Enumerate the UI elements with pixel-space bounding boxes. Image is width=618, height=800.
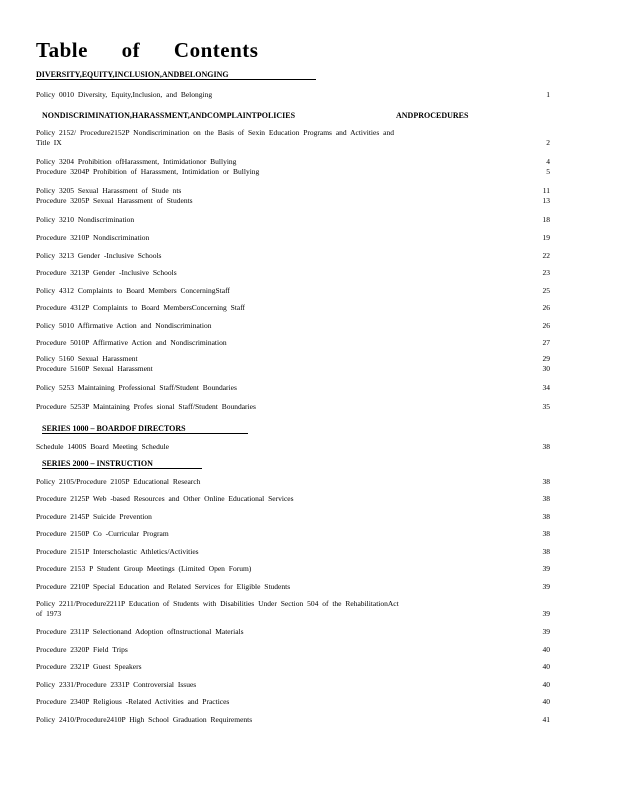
toc-entry[interactable]: Policy 2152/ Procedure2152P Nondiscrimination on the Basis of Sexin Education Programs and Activities and Title IX 2: [36, 128, 550, 147]
toc-entry[interactable]: Policy 2211/Procedure2211P Education of Students with Disabilities Under Section 504 of the RehabilitationAct of 1973 39: [36, 599, 550, 618]
document-page: Table of Contents DIVERSITY,EQUITY,INCLUSION,ANDBELONGING Policy 0010 Diversity, Equity,Inclusion, and Belonging 1 NONDISCRIMINATION,HARASSMENT,ANDCOMPLAINTPOLICIES ANDPROCEDURES Policy 2152/ Procedure2152P Nondiscrimination on the Basis of Sexin Education Programs and Activities and Title IX 2 Policy 3204 Prohibition ofHarassment, Intimidationor Bullying 4 Procedure 3204P Prohibition of Harassment, Intimidation or Bullying 5 Policy 3205 Sexual Harassment of Stude nts 11 Procedure 3205P Sexual Harassment of Students 13 Policy 3210 Nondiscrimination 18 Procedure 3210P Nondiscrimination 19 Policy 3213 Gender -Inclusive Schools 22 Procedure 3213P Gender -Inclusive Schools 23 Policy 4312 Complaints to Board Members ConcerningStaff 25 Procedure 4312P Complaints to Board MembersConcerning Staff 26 Policy 5010 Affirmative Action and Nondiscrimination 26 Procedure 5010P Affirmative Action and Nondiscrimination 27 Policy 5160 Sexual Harassment 29 Procedure 5160P Sexual Harassment 30 Policy 5253 Maintaining Professional Staff/Student Boundaries 34 Procedure 5253P Maintaining Profes sional Staff/Student Boundaries 35 SERIES 1000 – BOARDOF DIRECTORS Schedule 1400S Board Meeting Schedule 38 SERIES 2000 – INSTRUCTION Policy 2105/Procedure 2105P Educational Research 38 Procedure 2125P Web -based Resources and Other Online Educational Services 38 Procedure 2145P Suicide Prevention 38 Procedure 2150P Co -Curricular Program 38 Procedure 2151P Interscholastic Athletics/Activities 38 Procedure 2153 P Student Group Meetings (Limited Open Forum) 39 Procedure 2210P Special Education and Related Services for Eligible Students 39 Policy 2211/Procedure2211P Education of Students with Disabilities Under Section 504 of the RehabilitationAct of 1973 39 Procedure 2311P Selectionand Adoption ofInstructional Materials 39 Procedure 2320P Field Trips 40 Procedure 2321P Guest Speakers 40 Policy 2331/Procedure 2331P Controversial Issues 40 Procedure 2340P Religious -Related Activities and Practices 40 Policy 2410/Procedure2410P High School Graduation Requirements 41: [36, 38, 550, 724]
section-heading-series-2000: SERIES 2000 – INSTRUCTION: [42, 459, 202, 469]
toc-entry[interactable]: Policy 3204 Prohibition ofHarassment, Intimidationor Bullying 4 Procedure 3204P Prohibition of Harassment, Intimidation or Bullying 5: [36, 157, 550, 176]
section-heading-nondiscrimination-cont: ANDPROCEDURES: [396, 111, 469, 120]
toc-entry[interactable]: Policy 5160 Sexual Harassment 29 Procedure 5160P Sexual Harassment 30: [36, 354, 550, 373]
section-heading-diversity: DIVERSITY,EQUITY,INCLUSION,ANDBELONGING: [36, 70, 316, 80]
page-title: Table of Contents: [36, 38, 259, 62]
section-heading-series-1000: SERIES 1000 – BOARDOF DIRECTORS: [42, 424, 248, 434]
section-heading-nondiscrimination: NONDISCRIMINATION,HARASSMENT,ANDCOMPLAINTPOLICIES: [42, 111, 296, 120]
toc-entry[interactable]: Policy 3205 Sexual Harassment of Stude nts 11 Procedure 3205P Sexual Harassment of Students 13: [36, 186, 550, 205]
